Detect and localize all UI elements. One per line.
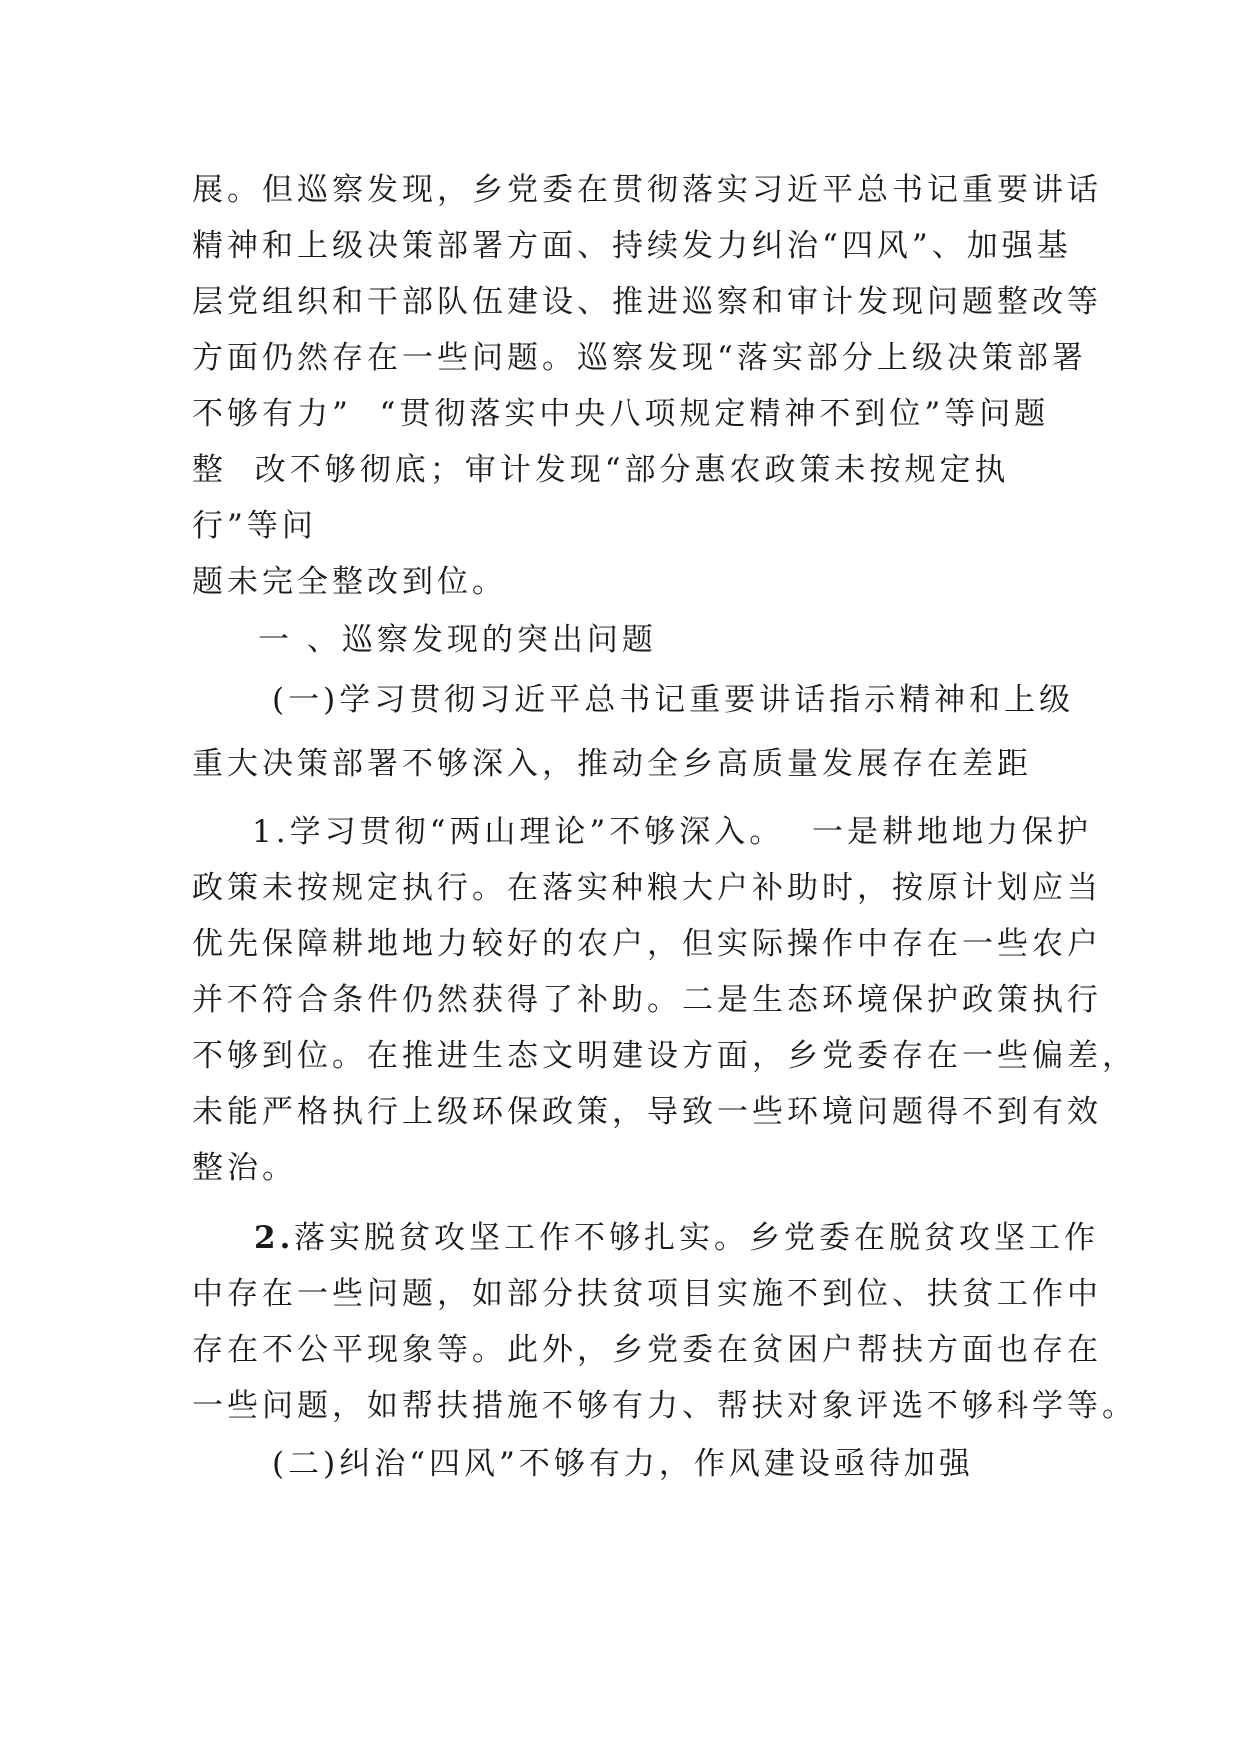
body-text-line: 优先保障耕地地力较好的农户，但实际操作中存在一些农户 — [192, 926, 1102, 962]
body-text-line: 层党组织和干部队伍建设、推进巡察和审计发现问题整改等 — [192, 284, 1102, 320]
body-text-line: 政策未按规定执行。在落实种粮大户补助时，按原计划应当 — [192, 870, 1102, 906]
body-text-line: 中存在一些问题，如部分扶贫项目实施不到位、扶贫工作中 — [192, 1276, 1102, 1312]
body-text-line: 并不符合条件仍然获得了补助。二是生态环境保护政策执行 — [192, 982, 1102, 1018]
section-heading: 一 、巡察发现的突出问题 — [258, 622, 657, 658]
body-text-line: 存在不公平现象等。此外，乡党委在贫困户帮扶方面也存在 — [192, 1332, 1102, 1368]
body-text-line: 精神和上级决策部署方面、持续发力纠治“四风”、加强基 — [192, 228, 1072, 264]
body-text-line: 方面仍然存在一些问题。巡察发现“落实部分上级决策部署 — [192, 340, 1087, 376]
subsection-heading: (一)学习贯彻习近平总书记重要讲话指示精神和上级 — [272, 682, 1075, 718]
body-text-line: 不够有力” “贯彻落实中央八项规定精神不到位”等问题 — [192, 396, 1050, 432]
subsection-heading: 重大决策部署不够深入，推动全乡高质量发展存在差距 — [192, 746, 1032, 782]
body-text-line: 未能严格执行上级环保政策，导致一些环境问题得不到有效 — [192, 1094, 1102, 1130]
body-text-line: 一些问题，如帮扶措施不够有力、帮扶对象评选不够科学等。 — [192, 1388, 1137, 1424]
body-text-line: 题未完全整改到位。 — [192, 564, 507, 600]
subsection-heading: (二)纠治“四风”不够有力，作风建设亟待加强 — [272, 1446, 974, 1482]
body-text-line: 落实脱贫攻坚工作不够扎实。乡党委在脱贫攻坚工作 — [294, 1220, 1099, 1256]
body-text-line: 展。但巡察发现，乡党委在贯彻落实习近平总书记重要讲话 — [192, 172, 1102, 208]
body-text-line: 整 改不够彻底；审计发现“部分惠农政策未按规定执 — [192, 452, 1010, 488]
body-text-line: 不够到位。在推进生态文明建设方面，乡党委存在一些偏差， — [192, 1038, 1137, 1074]
body-text-line: 1.学习贯彻“两山理论”不够深入。 一是耕地地力保护 — [252, 814, 1092, 850]
body-text-line: 整治。 — [192, 1150, 297, 1186]
body-text-line: 行”等问 — [192, 508, 317, 544]
item-number: 2. — [254, 1220, 295, 1256]
